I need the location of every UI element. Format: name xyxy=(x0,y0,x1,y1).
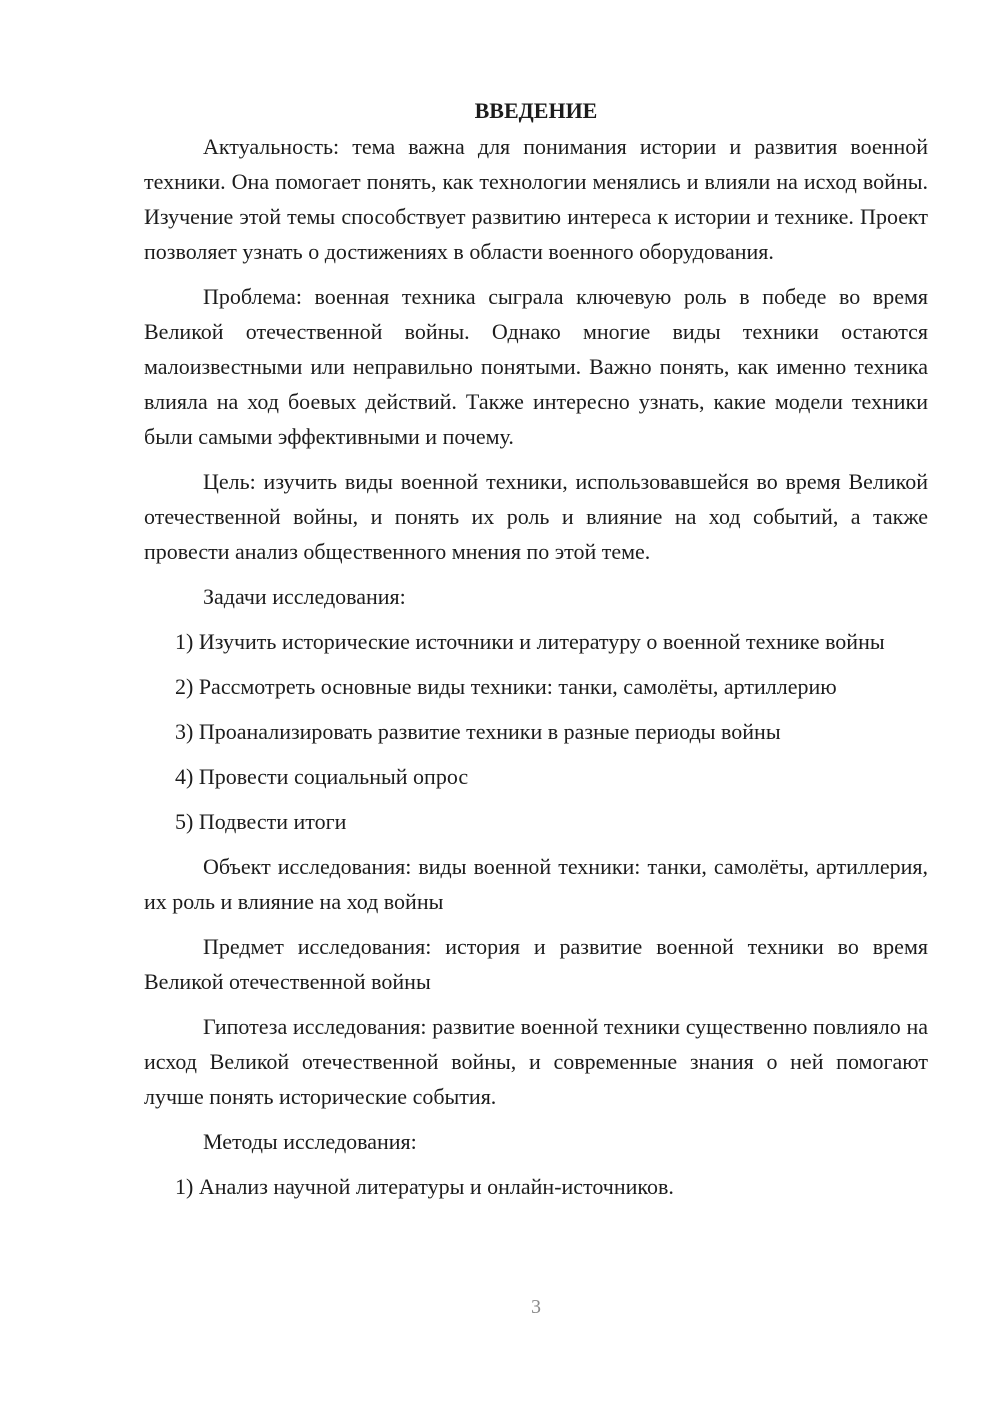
paragraph-problem: Проблема: военная техника сыграла ключевую роль в победе во время Великой отечественной войны. Однако многие виды техники остаются малоизвестными или неправильно понятыми. Важно понять, как именно техника влияла на ход боевых действий. Также интересно узнать, какие модели техники были самыми эффективными и почему. xyxy=(144,284,928,449)
task-item-2: 2) Рассмотреть основные виды техники: танки, самолёты, артиллерию xyxy=(175,674,837,699)
section-title: ВВЕДЕНИЕ xyxy=(474,98,598,123)
task-item-3: 3) Проанализировать развитие техники в разные периоды войны xyxy=(175,719,781,744)
task-item-5: 5) Подвести итоги xyxy=(175,809,347,834)
methods-heading: Методы исследования: xyxy=(203,1129,417,1154)
page-number: 3 xyxy=(531,1296,541,1318)
paragraph-subject: Предмет исследования: история и развитие военной техники во время Великой отечественной войны xyxy=(144,934,928,994)
paragraph-goal: Цель: изучить виды военной техники, использовавшейся во время Великой отечественной войны, и понять их роль и влияние на ход событий, а также провести анализ общественного мнения по этой теме. xyxy=(144,469,928,564)
page-content xyxy=(144,92,928,1214)
task-item-1: 1) Изучить исторические источники и литературу о военной технике войны xyxy=(175,629,885,654)
task-item-4: 4) Провести социальный опрос xyxy=(175,764,469,789)
tasks-heading: Задачи исследования: xyxy=(203,584,406,609)
paragraph-object: Объект исследования: виды военной техники: танки, самолёты, артиллерия, их роль и влияние на ход войны xyxy=(144,854,928,914)
method-item-1: 1) Анализ научной литературы и онлайн-источников. xyxy=(175,1174,674,1199)
paragraph-hypothesis: Гипотеза исследования: развитие военной техники существенно повлияло на исход Великой отечественной войны, и современные знания о ней помогают лучше понять исторические события. xyxy=(144,1014,928,1109)
paragraph-relevance: Актуальность: тема важна для понимания истории и развития военной техники. Она помогает понять, как технологии менялись и влияли на исход войны. Изучение этой темы способствует развитию интереса к истории и технике. Проект позволяет узнать о достижениях в области военного оборудования. xyxy=(144,134,928,264)
